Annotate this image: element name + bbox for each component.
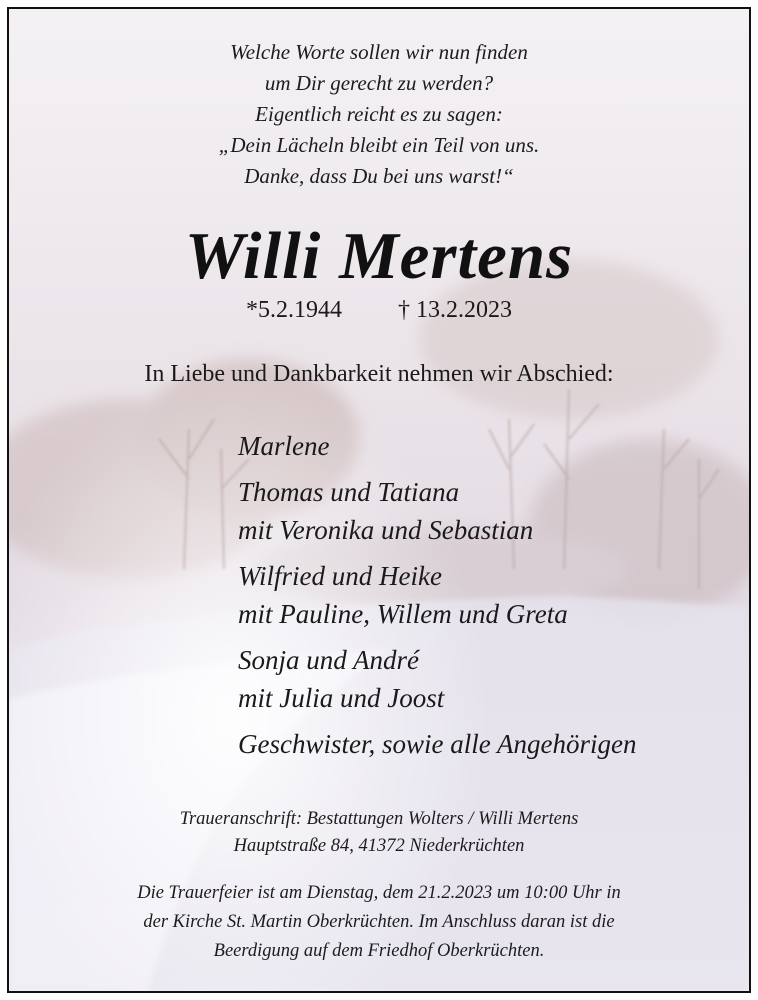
farewell-text: In Liebe und Dankbarkeit nehmen wir Abschied: [144, 361, 614, 387]
poem-line: Danke, dass Du bei uns warst!“ [244, 164, 514, 188]
mourner-group [238, 473, 636, 549]
mourner-line: Sonja und André [238, 645, 419, 675]
mourner-line: Marlene [238, 431, 330, 461]
poem-line: Welche Worte sollen wir nun finden [230, 40, 528, 64]
obituary-card [7, 7, 751, 993]
death-date: † 13.2.2023 [398, 297, 512, 323]
deceased-name: Willi Mertens [184, 219, 574, 293]
birth-date: *5.2.1944 [246, 297, 342, 323]
mourning-address [9, 806, 749, 860]
memorial-poem [9, 37, 749, 192]
mourner-line: Thomas und Tatiana [238, 477, 460, 507]
mourner-group [238, 557, 636, 633]
mourners-list [238, 427, 636, 771]
address-line: Hauptstraße 84, 41372 Niederkrüchten [233, 836, 525, 856]
poem-line: Eigentlich reicht es zu sagen: [255, 102, 503, 126]
ceremony-line: Beerdigung auf dem Friedhof Oberkrüchten. [213, 941, 545, 961]
mourner-line: Geschwister, sowie alle Angehörigen [238, 729, 637, 759]
mourner-line: mit Pauline, Willem und Greta [238, 599, 568, 629]
mourner-line: Wilfried und Heike [238, 561, 442, 591]
mourner-group [238, 427, 636, 465]
address-line: Traueranschrift: Bestattungen Wolters / Willi Mertens [179, 809, 579, 829]
life-dates [9, 295, 749, 325]
ceremony-notice [9, 879, 749, 966]
ceremony-line: der Kirche St. Martin Oberkrüchten. Im Anschluss daran ist die [143, 912, 615, 932]
ceremony-line: Die Trauerfeier ist am Dienstag, dem 21.2.2023 um 10:00 Uhr in [137, 883, 621, 903]
poem-line: „Dein Lächeln bleibt ein Teil von uns. [218, 133, 540, 157]
mourner-line: mit Veronika und Sebastian [238, 515, 534, 545]
mourner-group [238, 725, 636, 763]
mourner-group [238, 641, 636, 717]
poem-line: um Dir gerecht zu werden? [264, 71, 494, 95]
mourner-line: mit Julia und Joost [238, 683, 445, 713]
